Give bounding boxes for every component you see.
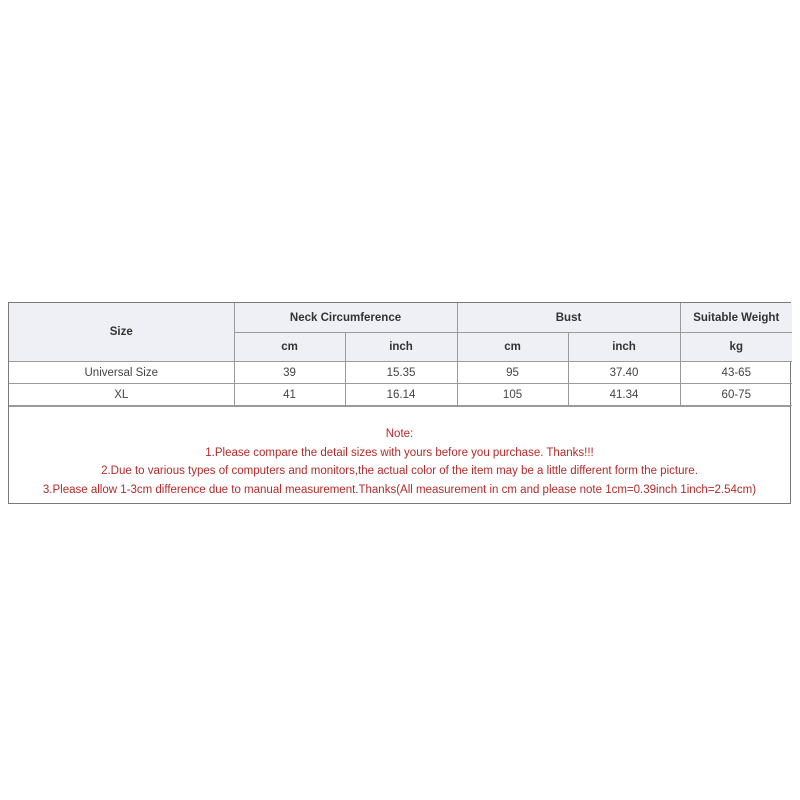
note-line: 3.Please allow 1-3cm difference due to manual measurement.Thanks(All measurement in cm and please note 1cm=0.39inch 1inch=2.54cm) bbox=[42, 483, 757, 496]
cell-weight-kg: 43-65 bbox=[680, 362, 792, 384]
table-row bbox=[9, 362, 792, 384]
cell-neck-inch: 16.14 bbox=[345, 384, 457, 406]
header-bust: Bust bbox=[457, 303, 680, 333]
table-row bbox=[9, 384, 792, 406]
note-line: 1.Please compare the detail sizes with yours before you purchase. Thanks!!! bbox=[205, 446, 594, 459]
cell-bust-cm: 95 bbox=[457, 362, 568, 384]
cell-weight-kg: 60-75 bbox=[680, 384, 792, 406]
cell-size: XL bbox=[9, 384, 234, 406]
unit-neck-cm: cm bbox=[234, 333, 345, 362]
header-neck-circumference: Neck Circumference bbox=[234, 303, 457, 333]
size-table bbox=[9, 303, 792, 406]
cell-neck-cm: 39 bbox=[234, 362, 345, 384]
unit-bust-inch: inch bbox=[568, 333, 680, 362]
cell-size: Universal Size bbox=[9, 362, 234, 384]
cell-bust-inch: 41.34 bbox=[568, 384, 680, 406]
cell-neck-inch: 15.35 bbox=[345, 362, 457, 384]
unit-weight-kg: kg bbox=[680, 333, 792, 362]
header-suitable-weight: Suitable Weight bbox=[680, 303, 792, 333]
unit-neck-inch: inch bbox=[345, 333, 457, 362]
unit-bust-cm: cm bbox=[457, 333, 568, 362]
cell-neck-cm: 41 bbox=[234, 384, 345, 406]
notes-section bbox=[9, 406, 790, 503]
note-title: Note: bbox=[385, 428, 414, 440]
cell-bust-cm: 105 bbox=[457, 384, 568, 406]
header-size: Size bbox=[9, 303, 234, 362]
size-chart bbox=[8, 302, 791, 504]
note-line: 2.Due to various types of computers and monitors,the actual color of the item may be a little different form the picture. bbox=[101, 465, 698, 477]
header-row bbox=[9, 303, 792, 333]
cell-bust-inch: 37.40 bbox=[568, 362, 680, 384]
